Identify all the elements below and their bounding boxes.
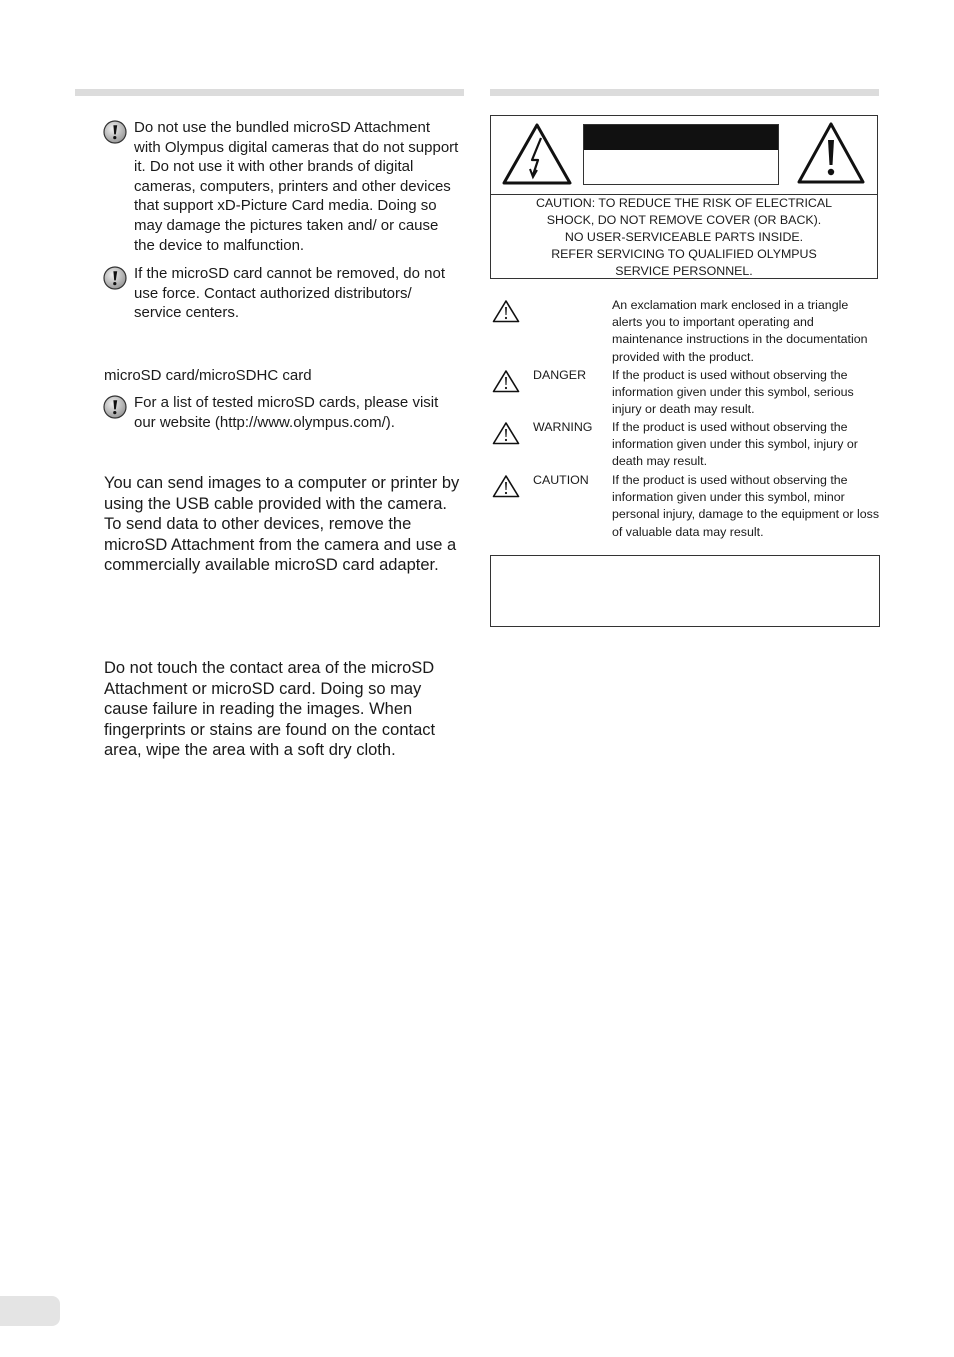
caution-line: REFER SERVICING TO QUALIFIED OLYMPUS [551, 247, 817, 261]
symbol-description: If the product is used without observing the information given under this symbol, serious injury or death may result. [612, 368, 854, 417]
caution-mark-icon [103, 395, 127, 419]
symbol-label: WARNING [533, 420, 593, 434]
attachment-note-2 [103, 264, 459, 323]
symbol-description: An exclamation mark enclosed in a triangle alerts you to important operating and maintenance instructions in the documentation provided with the product. [612, 298, 868, 364]
contact-text: Do not touch the contact area of the microSD Attachment or microSD card. Doing so may cause failure in reading the images. When fingerprints or stains are found on the contact area, wipe the area with a soft dry cloth. [104, 659, 436, 760]
warning-triangle-icon [492, 421, 520, 445]
left-section-rule [75, 89, 464, 96]
card-type-label: microSD card/microSDHC card [104, 367, 312, 384]
caution-banner [583, 124, 779, 185]
caution-text [491, 195, 877, 280]
transfer-text-2: To send data to other devices, remove the microSD Attachment from the camera and use a commercially available microSD card adapter. [104, 515, 457, 575]
page-number-tab [0, 1296, 60, 1326]
caution-mark-icon [103, 266, 127, 290]
caution-symbol-row [491, 116, 877, 195]
note-text: Do not use the bundled microSD Attachment with Olympus digital cameras that do not support it. Do not use it with other brands of digital cameras, computers, printers and other devices that support xD-Picture Card media. Doing so may damage the pictures taken and/ or cause the device to malfunction. [134, 119, 459, 254]
caution-banner-bar [584, 125, 778, 150]
warning-triangle-icon [492, 369, 520, 393]
attachment-note-1 [103, 118, 459, 255]
symbol-label: CAUTION [533, 473, 589, 487]
contact-paragraph [104, 658, 464, 761]
caution-line: SHOCK, DO NOT REMOVE COVER (OR BACK). [546, 213, 822, 227]
warning-triangle-icon [492, 299, 520, 323]
notice-box [490, 555, 880, 627]
card-note [103, 393, 459, 432]
caution-line: NO USER-SERVICEABLE PARTS INSIDE. [564, 230, 804, 244]
right-section-rule [490, 89, 879, 96]
electric-shock-warning-icon [501, 122, 573, 186]
symbol-description: If the product is used without observing the information given under this symbol, injury or death may result. [612, 420, 858, 469]
transfer-text-1: You can send images to a computer or printer by using the USB cable provided with the camera. [104, 474, 460, 513]
warning-triangle-icon [492, 474, 520, 498]
note-text: If the microSD card cannot be removed, do not use force. Contact authorized distributors/ service centers. [134, 265, 445, 322]
symbol-label: DANGER [533, 368, 587, 382]
caution-mark-icon [103, 120, 127, 144]
transfer-paragraph [104, 473, 464, 576]
note-text: For a list of tested microSD cards, please visit our website (http://www.olympus.com/). [134, 394, 439, 431]
caution-line: SERVICE PERSONNEL. [615, 264, 753, 278]
exclamation-warning-icon [796, 121, 866, 185]
caution-label-box [490, 115, 878, 279]
symbol-description: If the product is used without observing the information given under this symbol, minor personal injury, damage to the equipment or loss of valuable data may result. [612, 473, 880, 539]
caution-line: CAUTION: TO REDUCE THE RISK OF ELECTRICAL [535, 196, 833, 210]
